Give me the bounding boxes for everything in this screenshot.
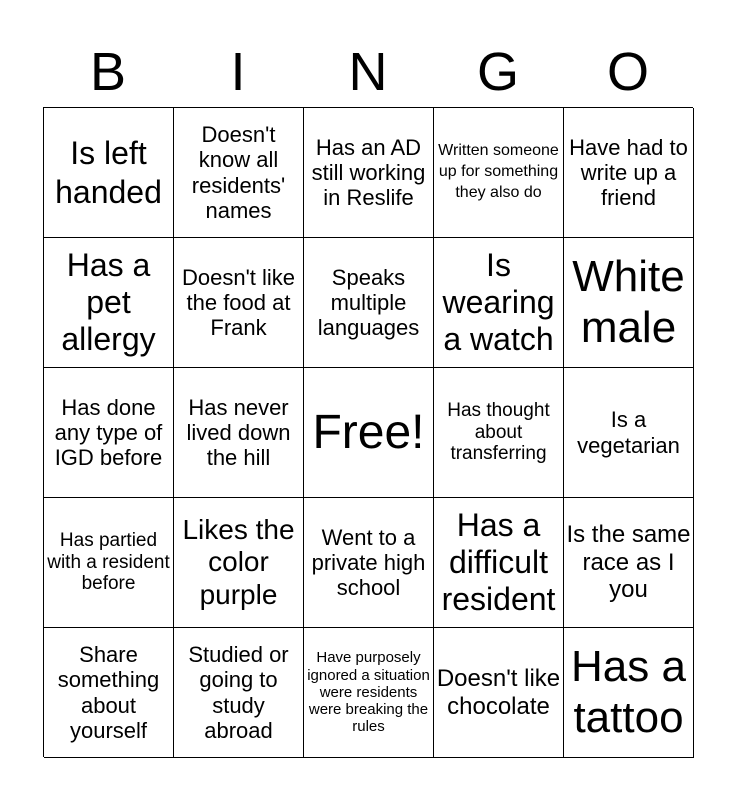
bingo-board	[43, 107, 693, 757]
cell-text: Is left handed	[55, 135, 162, 210]
header-letter-o: O	[606, 42, 649, 102]
cell-text: Has an AD still working in Reslife	[311, 134, 426, 211]
bingo-cell[interactable]	[304, 108, 434, 238]
cell-text: Share something about yourself	[57, 641, 160, 743]
cell-text: Has partied with a resident before	[47, 529, 170, 595]
bingo-cell[interactable]	[434, 498, 564, 628]
cell-text: Is a vegetarian	[577, 407, 680, 458]
cell-text: Has a pet allergy	[61, 247, 156, 357]
cell-text: Has never lived down the hill	[186, 394, 291, 471]
cell-text: Is the same race as I you	[566, 521, 691, 604]
cell-text: Doesn't like the food at Frank	[181, 264, 296, 341]
bingo-cell[interactable]	[564, 368, 694, 498]
bingo-cell[interactable]	[44, 368, 174, 498]
header-letter-i: I	[230, 42, 246, 102]
bingo-header	[43, 38, 693, 106]
cell-text: Speaks multiple languages	[317, 264, 420, 341]
cell-text: Has a difficult resident	[441, 507, 556, 617]
bingo-cell[interactable]	[434, 238, 564, 368]
bingo-cell[interactable]	[44, 238, 174, 368]
cell-text: Went to a private high school	[311, 524, 426, 601]
bingo-cell[interactable]	[174, 368, 304, 498]
bingo-cell[interactable]	[304, 498, 434, 628]
cell-text: Has a tattoo	[571, 641, 686, 742]
cell-text: Has done any type of IGD before	[54, 394, 163, 471]
bingo-cell[interactable]	[44, 108, 174, 238]
cell-text: Doesn't like chocolate	[436, 664, 561, 720]
free-space[interactable]	[304, 368, 434, 498]
header-letter-b: B	[89, 42, 127, 102]
cell-text: Studied or going to study abroad	[188, 641, 289, 743]
bingo-cell[interactable]	[174, 238, 304, 368]
cell-text: Has thought about transferring	[447, 399, 550, 465]
bingo-cell[interactable]	[434, 368, 564, 498]
cell-text: Likes the color purple	[182, 514, 295, 610]
bingo-cell[interactable]	[174, 108, 304, 238]
bingo-cell[interactable]	[564, 108, 694, 238]
cell-text: Have had to write up a friend	[569, 134, 688, 211]
cell-text: Have purposely ignored a situation were residents were breaking the rules	[307, 649, 430, 736]
bingo-cell[interactable]	[434, 108, 564, 238]
header-letter-g: G	[476, 42, 519, 102]
bingo-cell[interactable]	[44, 498, 174, 628]
bingo-cell[interactable]	[304, 238, 434, 368]
bingo-cell[interactable]	[174, 628, 304, 758]
bingo-cell[interactable]	[304, 628, 434, 758]
cell-text: Written someone up for something they also do	[438, 142, 559, 201]
cell-text: Is wearing a watch	[442, 247, 555, 357]
bingo-cell[interactable]	[44, 628, 174, 758]
free-space-text: Free!	[312, 405, 425, 459]
bingo-cell[interactable]	[564, 238, 694, 368]
bingo-cell[interactable]	[434, 628, 564, 758]
header-letter-n: N	[348, 42, 388, 102]
cell-text: Doesn't know all residents' names	[191, 121, 286, 223]
bingo-cell[interactable]	[564, 628, 694, 758]
bingo-cell[interactable]	[564, 498, 694, 628]
bingo-cell[interactable]	[174, 498, 304, 628]
cell-text: White male	[572, 251, 685, 352]
